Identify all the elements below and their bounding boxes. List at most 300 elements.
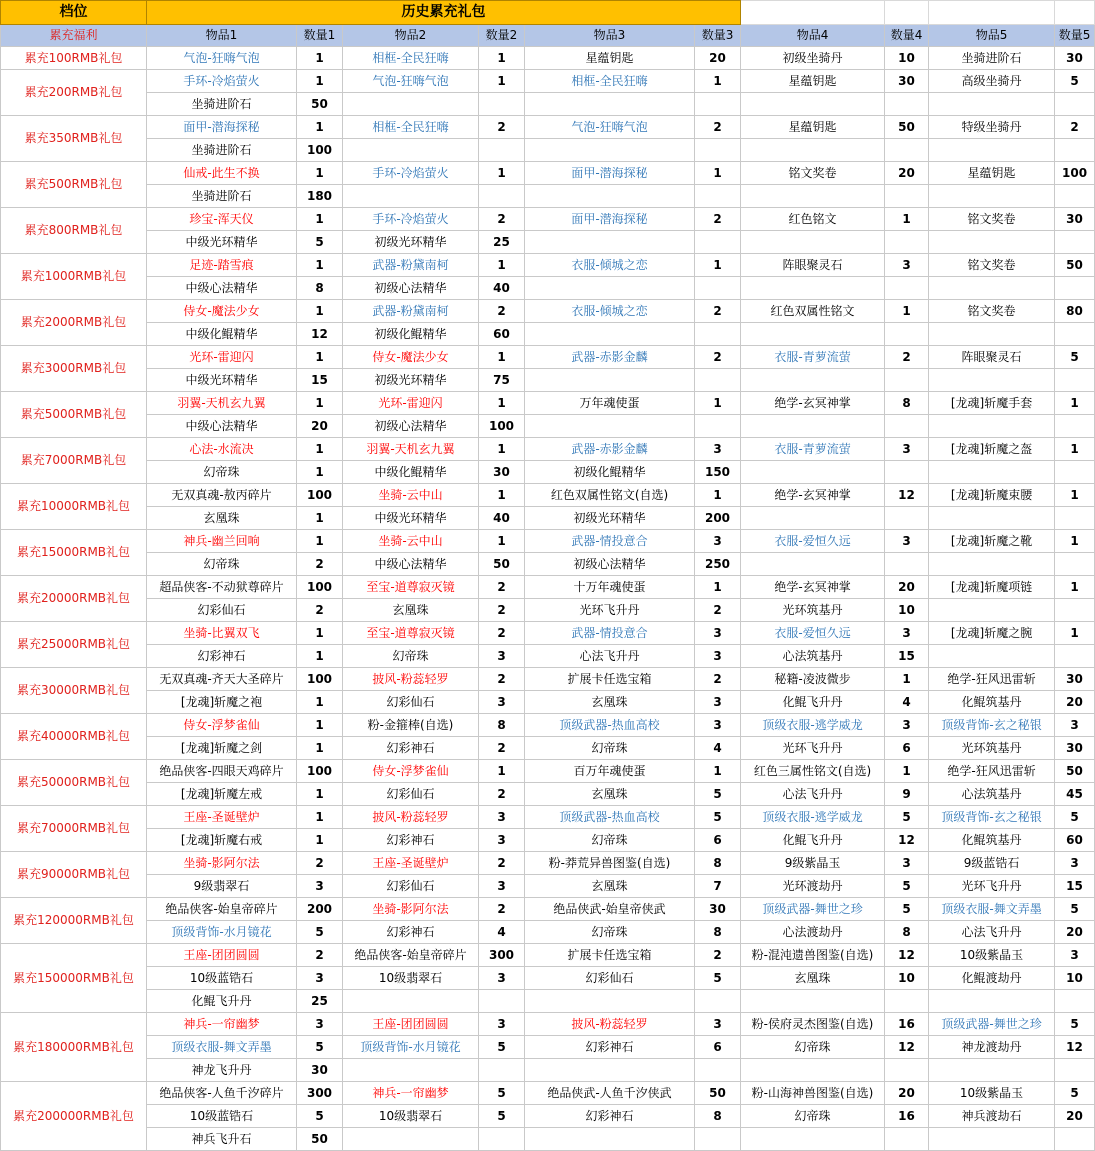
quantity-cell: 3 <box>1055 852 1095 875</box>
quantity-cell: 3 <box>1055 714 1095 737</box>
item-cell <box>525 323 695 346</box>
tier-name: 累充180000RMB礼包 <box>1 1013 147 1082</box>
quantity-cell <box>1055 553 1095 576</box>
item-cell: 相框-全民狂嗨 <box>525 70 695 93</box>
quantity-cell: 8 <box>695 852 741 875</box>
quantity-cell: 1 <box>479 484 525 507</box>
quantity-cell: 1 <box>297 162 343 185</box>
quantity-cell: 20 <box>297 415 343 438</box>
item-cell: 化鲲飞升丹 <box>147 990 297 1013</box>
item-cell: 面甲-潜海探秘 <box>147 116 297 139</box>
quantity-cell: 75 <box>479 369 525 392</box>
item-cell: 中级化鲲精华 <box>343 461 479 484</box>
item-cell: 幻彩仙石 <box>343 875 479 898</box>
item-cell: 幻彩神石 <box>343 737 479 760</box>
item-cell <box>741 553 885 576</box>
item-cell: 9级紫晶玉 <box>741 852 885 875</box>
item-cell: 顶级背饰-水月镜花 <box>147 921 297 944</box>
quantity-cell: 5 <box>695 967 741 990</box>
item-cell <box>929 1128 1055 1151</box>
table-row <box>1 898 1095 921</box>
quantity-cell: 1 <box>297 300 343 323</box>
item-cell: 阵眼聚灵石 <box>741 254 885 277</box>
item-cell: 玄凰珠 <box>147 507 297 530</box>
table-row <box>1 599 1095 622</box>
item-cell: 玄凰珠 <box>741 967 885 990</box>
quantity-cell: 15 <box>885 645 929 668</box>
quantity-cell: 30 <box>1055 737 1095 760</box>
table-row <box>1 1105 1095 1128</box>
item-cell: 中级心法精华 <box>147 277 297 300</box>
quantity-cell: 10 <box>885 47 929 70</box>
item-cell: 幻帝珠 <box>525 921 695 944</box>
quantity-cell: 12 <box>885 944 929 967</box>
quantity-cell <box>1055 231 1095 254</box>
item-cell: [龙魂]斩魔手套 <box>929 392 1055 415</box>
quantity-cell: 100 <box>297 484 343 507</box>
item-cell: [龙魂]斩魔右戒 <box>147 829 297 852</box>
item-cell: 扩展卡任选宝箱 <box>525 668 695 691</box>
quantity-cell: 30 <box>885 70 929 93</box>
item-cell: 面甲-潜海探秘 <box>525 208 695 231</box>
item-cell: 幻彩神石 <box>147 645 297 668</box>
title-row <box>1 1 1095 25</box>
quantity-cell: 20 <box>1055 691 1095 714</box>
quantity-cell <box>885 461 929 484</box>
quantity-cell: 45 <box>1055 783 1095 806</box>
quantity-cell: 5 <box>1055 898 1095 921</box>
header-qty1: 数量1 <box>297 25 343 47</box>
item-cell: 光环筑基丹 <box>741 599 885 622</box>
item-cell <box>741 231 885 254</box>
quantity-cell: 5 <box>1055 1082 1095 1105</box>
quantity-cell: 10 <box>1055 967 1095 990</box>
table-row <box>1 737 1095 760</box>
item-cell <box>741 1128 885 1151</box>
item-cell <box>343 139 479 162</box>
quantity-cell: 16 <box>885 1013 929 1036</box>
item-cell: 顶级武器-舞世之珍 <box>741 898 885 921</box>
item-cell <box>741 990 885 1013</box>
quantity-cell: 5 <box>479 1105 525 1128</box>
quantity-cell: 9 <box>885 783 929 806</box>
quantity-cell: 300 <box>479 944 525 967</box>
quantity-cell: 3 <box>885 714 929 737</box>
table-row <box>1 507 1095 530</box>
item-cell: 心法渡劫丹 <box>741 921 885 944</box>
item-cell: 中级化鲲精华 <box>147 323 297 346</box>
item-cell: 幻帝珠 <box>525 829 695 852</box>
item-cell: 幻彩仙石 <box>525 967 695 990</box>
quantity-cell: 3 <box>479 645 525 668</box>
item-cell: 衣服-倾城之恋 <box>525 254 695 277</box>
quantity-cell: 8 <box>479 714 525 737</box>
quantity-cell: 1 <box>479 438 525 461</box>
tier-name: 累充40000RMB礼包 <box>1 714 147 760</box>
item-cell: 绝学-玄冥神掌 <box>741 484 885 507</box>
quantity-cell <box>479 139 525 162</box>
header-tier: 累充福利 <box>1 25 147 47</box>
tier-name: 累充25000RMB礼包 <box>1 622 147 668</box>
table-row <box>1 93 1095 116</box>
item-cell: 羽翼-天机玄九翼 <box>147 392 297 415</box>
item-cell: 气泡-狂嗨气泡 <box>343 70 479 93</box>
item-cell: 顶级衣服-逃学威龙 <box>741 806 885 829</box>
quantity-cell: 8 <box>695 921 741 944</box>
table-row <box>1 921 1095 944</box>
item-cell: 幻彩仙石 <box>343 691 479 714</box>
quantity-cell: 5 <box>297 1105 343 1128</box>
item-cell <box>343 185 479 208</box>
quantity-cell: 20 <box>1055 1105 1095 1128</box>
item-cell <box>525 415 695 438</box>
quantity-cell: 100 <box>297 668 343 691</box>
item-cell: 化鲲筑基丹 <box>929 829 1055 852</box>
quantity-cell: 5 <box>297 921 343 944</box>
tier-name: 累充50000RMB礼包 <box>1 760 147 806</box>
item-cell: 初级心法精华 <box>525 553 695 576</box>
item-cell: 坐骑进阶石 <box>147 139 297 162</box>
table-row <box>1 1036 1095 1059</box>
quantity-cell: 3 <box>695 622 741 645</box>
item-cell: 玄凰珠 <box>525 875 695 898</box>
item-cell <box>741 507 885 530</box>
quantity-cell: 100 <box>479 415 525 438</box>
quantity-cell <box>885 323 929 346</box>
quantity-cell: 3 <box>297 875 343 898</box>
item-cell <box>525 1059 695 1082</box>
quantity-cell: 50 <box>297 93 343 116</box>
quantity-cell: 3 <box>885 438 929 461</box>
table-row <box>1 70 1095 93</box>
quantity-cell: 1 <box>885 760 929 783</box>
quantity-cell: 5 <box>695 806 741 829</box>
item-cell: 幻帝珠 <box>525 737 695 760</box>
quantity-cell: 50 <box>479 553 525 576</box>
item-cell: 星蕴钥匙 <box>741 70 885 93</box>
quantity-cell: 1 <box>479 392 525 415</box>
item-cell: 侍女-浮梦雀仙 <box>147 714 297 737</box>
quantity-cell: 2 <box>479 668 525 691</box>
table-row <box>1 415 1095 438</box>
quantity-cell: 1 <box>297 346 343 369</box>
quantity-cell: 1 <box>695 392 741 415</box>
table-row <box>1 346 1095 369</box>
quantity-cell: 12 <box>885 1036 929 1059</box>
quantity-cell <box>885 139 929 162</box>
quantity-cell: 8 <box>297 277 343 300</box>
quantity-cell: 3 <box>479 806 525 829</box>
quantity-cell: 3 <box>297 967 343 990</box>
quantity-cell <box>885 93 929 116</box>
quantity-cell: 2 <box>479 622 525 645</box>
item-cell: 绝学-狂风迅雷斩 <box>929 760 1055 783</box>
item-cell: 武器-粉黛南柯 <box>343 254 479 277</box>
header-item4: 物品4 <box>741 25 885 47</box>
item-cell: 超品侠客-不动狱尊碎片 <box>147 576 297 599</box>
quantity-cell: 3 <box>695 438 741 461</box>
quantity-cell: 6 <box>695 829 741 852</box>
tier-name: 累充20000RMB礼包 <box>1 576 147 622</box>
item-cell: 气泡-狂嗨气泡 <box>147 47 297 70</box>
item-cell: 粉-侯府灵杰图鉴(自选) <box>741 1013 885 1036</box>
quantity-cell <box>1055 1059 1095 1082</box>
tier-name: 累充5000RMB礼包 <box>1 392 147 438</box>
quantity-cell: 1 <box>297 622 343 645</box>
item-cell: 坐骑进阶石 <box>147 185 297 208</box>
item-cell: 绝品侠客-始皇帝碎片 <box>343 944 479 967</box>
item-cell: 气泡-狂嗨气泡 <box>525 116 695 139</box>
quantity-cell: 3 <box>885 622 929 645</box>
item-cell: 手环-冷焰萤火 <box>343 162 479 185</box>
quantity-cell: 1 <box>297 530 343 553</box>
item-cell: 初级光环精华 <box>525 507 695 530</box>
quantity-cell: 5 <box>695 783 741 806</box>
quantity-cell: 150 <box>695 461 741 484</box>
quantity-cell: 12 <box>885 484 929 507</box>
quantity-cell: 1 <box>695 70 741 93</box>
table-row <box>1 369 1095 392</box>
table-row <box>1 1082 1095 1105</box>
item-cell: 神兵渡劫石 <box>929 1105 1055 1128</box>
item-cell <box>929 553 1055 576</box>
table-row <box>1 139 1095 162</box>
quantity-cell: 5 <box>479 1082 525 1105</box>
item-cell: 顶级武器-热血高校 <box>525 714 695 737</box>
header-item3: 物品3 <box>525 25 695 47</box>
tier-name: 累充10000RMB礼包 <box>1 484 147 530</box>
quantity-cell: 1 <box>297 461 343 484</box>
quantity-cell: 30 <box>1055 47 1095 70</box>
item-cell: 初级心法精华 <box>343 277 479 300</box>
item-cell: 心法飞升丹 <box>741 783 885 806</box>
quantity-cell: 3 <box>479 967 525 990</box>
item-cell: 绝品侠武-始皇帝侠武 <box>525 898 695 921</box>
quantity-cell: 300 <box>297 1082 343 1105</box>
item-cell: [龙魂]斩魔之靴 <box>929 530 1055 553</box>
quantity-cell: 2 <box>479 599 525 622</box>
table-row <box>1 622 1095 645</box>
item-cell: 光环筑基丹 <box>929 737 1055 760</box>
item-cell <box>741 277 885 300</box>
quantity-cell <box>1055 645 1095 668</box>
item-cell: 10级紫晶玉 <box>929 1082 1055 1105</box>
quantity-cell: 2 <box>1055 116 1095 139</box>
item-cell: 扩展卡任选宝箱 <box>525 944 695 967</box>
quantity-cell <box>695 277 741 300</box>
quantity-cell: 20 <box>885 1082 929 1105</box>
item-cell: [龙魂]斩魔之盔 <box>929 438 1055 461</box>
quantity-cell: 5 <box>1055 346 1095 369</box>
quantity-cell: 10 <box>885 967 929 990</box>
quantity-cell: 2 <box>479 898 525 921</box>
item-cell: 特级坐骑丹 <box>929 116 1055 139</box>
quantity-cell: 1 <box>695 484 741 507</box>
quantity-cell <box>885 1059 929 1082</box>
item-cell: 中级光环精华 <box>343 507 479 530</box>
tier-name: 累充100RMB礼包 <box>1 47 147 70</box>
quantity-cell: 6 <box>695 1036 741 1059</box>
quantity-cell: 1 <box>695 576 741 599</box>
item-cell: 幻彩神石 <box>343 921 479 944</box>
item-cell: 坐骑进阶石 <box>929 47 1055 70</box>
item-cell <box>929 1059 1055 1082</box>
item-cell: 心法-水流决 <box>147 438 297 461</box>
item-cell: 光环飞升丹 <box>525 599 695 622</box>
item-cell: 珍宝-浑天仪 <box>147 208 297 231</box>
quantity-cell: 50 <box>1055 254 1095 277</box>
quantity-cell <box>885 415 929 438</box>
item-cell: 王座-圣诞壁炉 <box>147 806 297 829</box>
item-cell: 星蕴钥匙 <box>929 162 1055 185</box>
item-cell <box>741 139 885 162</box>
item-cell: 光环飞升丹 <box>929 875 1055 898</box>
table-row <box>1 875 1095 898</box>
item-cell <box>741 369 885 392</box>
item-cell: 幻彩仙石 <box>147 599 297 622</box>
table-row <box>1 530 1095 553</box>
header-qty3: 数量3 <box>695 25 741 47</box>
item-cell: 顶级背饰-玄之秘银 <box>929 714 1055 737</box>
item-cell: 星蕴钥匙 <box>741 116 885 139</box>
quantity-cell: 100 <box>297 760 343 783</box>
quantity-cell <box>1055 415 1095 438</box>
item-cell: 光环-雷迎闪 <box>147 346 297 369</box>
item-cell <box>525 369 695 392</box>
item-cell: 10级翡翠石 <box>343 1105 479 1128</box>
item-cell: 星蕴钥匙 <box>525 47 695 70</box>
quantity-cell: 2 <box>479 300 525 323</box>
table-row <box>1 323 1095 346</box>
quantity-cell: 20 <box>1055 921 1095 944</box>
quantity-cell: 20 <box>885 162 929 185</box>
item-cell: 衣服-青萝流萤 <box>741 438 885 461</box>
quantity-cell: 40 <box>479 507 525 530</box>
quantity-cell: 200 <box>695 507 741 530</box>
quantity-cell: 1 <box>297 507 343 530</box>
item-cell: 王座-团团圆圆 <box>343 1013 479 1036</box>
quantity-cell: 1 <box>1055 392 1095 415</box>
item-cell: 绝学-玄冥神掌 <box>741 392 885 415</box>
blank-cell <box>741 1 885 25</box>
item-cell: 幻彩神石 <box>525 1036 695 1059</box>
quantity-cell <box>695 185 741 208</box>
quantity-cell: 3 <box>479 829 525 852</box>
quantity-cell <box>885 277 929 300</box>
quantity-cell: 20 <box>885 576 929 599</box>
item-cell <box>525 139 695 162</box>
item-cell <box>343 93 479 116</box>
quantity-cell: 3 <box>479 875 525 898</box>
item-cell: 绝品侠客-人鱼千汐碎片 <box>147 1082 297 1105</box>
quantity-cell <box>1055 323 1095 346</box>
quantity-cell: 3 <box>479 1013 525 1036</box>
item-cell <box>929 185 1055 208</box>
item-cell: 心法飞升丹 <box>525 645 695 668</box>
item-cell: 粉-山海神兽图鉴(自选) <box>741 1082 885 1105</box>
table-row <box>1 484 1095 507</box>
item-cell: 神龙飞升丹 <box>147 1059 297 1082</box>
item-cell: 铭文奖卷 <box>929 208 1055 231</box>
quantity-cell: 25 <box>297 990 343 1013</box>
item-cell <box>929 507 1055 530</box>
quantity-cell: 100 <box>297 576 343 599</box>
item-cell <box>343 1059 479 1082</box>
item-cell <box>525 93 695 116</box>
table-row <box>1 691 1095 714</box>
header-qty4: 数量4 <box>885 25 929 47</box>
item-cell: 红色三属性铭文(自选) <box>741 760 885 783</box>
quantity-cell: 50 <box>695 1082 741 1105</box>
quantity-cell: 5 <box>297 231 343 254</box>
item-cell: 羽翼-天机玄九翼 <box>343 438 479 461</box>
quantity-cell: 2 <box>695 346 741 369</box>
item-cell: 心法筑基丹 <box>741 645 885 668</box>
quantity-cell: 1 <box>1055 484 1095 507</box>
tier-name: 累充90000RMB礼包 <box>1 852 147 898</box>
item-cell: 铭文奖卷 <box>929 300 1055 323</box>
item-cell: 神兵-一帘幽梦 <box>147 1013 297 1036</box>
quantity-cell: 100 <box>1055 162 1095 185</box>
table-row <box>1 277 1095 300</box>
quantity-cell: 5 <box>297 1036 343 1059</box>
quantity-cell: 2 <box>479 208 525 231</box>
item-cell: 粉-混沌遗兽图鉴(自选) <box>741 944 885 967</box>
quantity-cell: 1 <box>479 47 525 70</box>
item-cell: 粉-莽荒异兽图鉴(自选) <box>525 852 695 875</box>
item-cell: 顶级背饰-水月镜花 <box>343 1036 479 1059</box>
table-row <box>1 645 1095 668</box>
item-cell: 侍女-魔法少女 <box>147 300 297 323</box>
quantity-cell <box>885 231 929 254</box>
item-cell: 玄凰珠 <box>343 599 479 622</box>
tier-name: 累充500RMB礼包 <box>1 162 147 208</box>
quantity-cell: 1 <box>695 760 741 783</box>
tier-name: 累充15000RMB礼包 <box>1 530 147 576</box>
item-cell: 9级蓝锆石 <box>929 852 1055 875</box>
quantity-cell <box>695 1059 741 1082</box>
quantity-cell: 1 <box>1055 576 1095 599</box>
quantity-cell <box>695 990 741 1013</box>
item-cell: 粉-金箍棒(自选) <box>343 714 479 737</box>
quantity-cell: 20 <box>695 47 741 70</box>
item-cell: 光环渡劫丹 <box>741 875 885 898</box>
item-cell: [龙魂]斩魔之腕 <box>929 622 1055 645</box>
quantity-cell: 1 <box>297 208 343 231</box>
quantity-cell: 1 <box>1055 622 1095 645</box>
quantity-cell: 2 <box>695 668 741 691</box>
item-cell <box>929 990 1055 1013</box>
item-cell: 心法筑基丹 <box>929 783 1055 806</box>
item-cell <box>929 461 1055 484</box>
quantity-cell: 1 <box>297 645 343 668</box>
item-cell: 坐骑-影阿尔法 <box>147 852 297 875</box>
table-row <box>1 438 1095 461</box>
item-cell: 顶级武器-舞世之珍 <box>929 1013 1055 1036</box>
table-row <box>1 461 1095 484</box>
item-cell: 幻彩神石 <box>343 829 479 852</box>
quantity-cell: 1 <box>479 254 525 277</box>
quantity-cell: 3 <box>1055 944 1095 967</box>
item-cell: 坐骑进阶石 <box>147 93 297 116</box>
item-cell <box>741 185 885 208</box>
quantity-cell: 2 <box>695 300 741 323</box>
header-item1: 物品1 <box>147 25 297 47</box>
item-cell: 坐骑-云中山 <box>343 530 479 553</box>
quantity-cell <box>695 369 741 392</box>
quantity-cell: 80 <box>1055 300 1095 323</box>
quantity-cell: 3 <box>695 691 741 714</box>
